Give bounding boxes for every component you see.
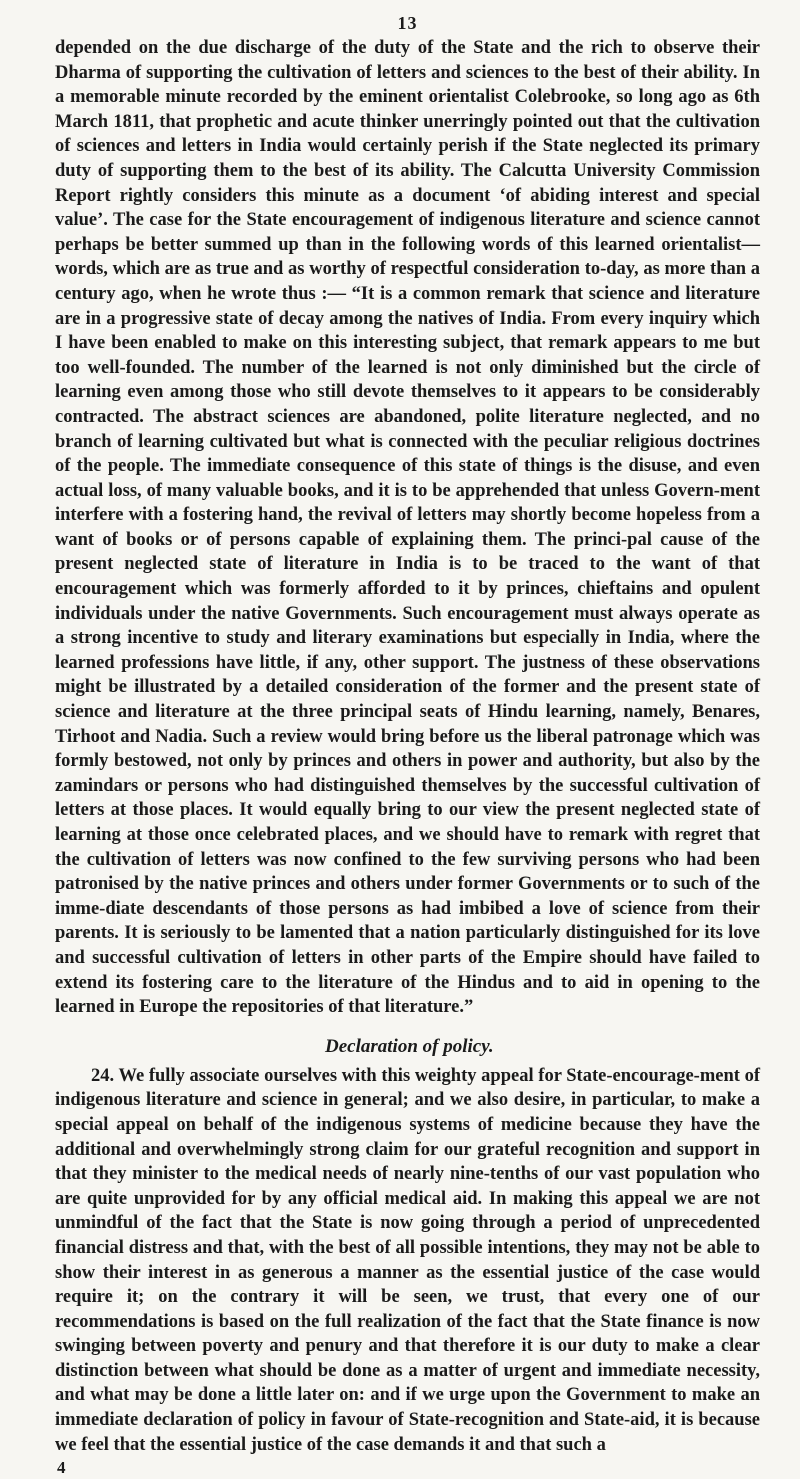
paragraph-colebrooke-minute: depended on the due discharge of the duty of the State and the rich to observe their Dharma of supporting the cultivation of letters and sciences to the best of their ability. In a memorable minute recorded by the eminent orientalist Colebrooke, so long ago as 6th March 1811, that prophetic and acute thinker unerringly pointed out that the cultivation of sciences and letters in India would certainly perish if the State neglected its primary duty of supporting them to the best of its ability. The Calcutta University Commission Report rightly considers this minute as a document ‘of abiding interest and special value’. The case for the State encouragement of indigenous literature and science cannot perhaps be better summed up than in the following words of this learned orientalist—words, which are as true and as worthy of respectful consideration to-day, as more than a century ago, when he wrote thus :— “It is a common remark that science and literature are in a progressive state of decay among the natives of India. From every inquiry which I have been enabled to make on this interesting subject, that remark appears to me but too well-founded. The number of the learned is not only diminished but the circle of learning even among those who still devote themselves to it appears to be considerably contracted. The abstract sciences are abandoned, polite literature neglected, and no branch of learning cultivated but what is connected with the peculiar religious doctrines of the people. The immediate consequence of this state of things is the disuse, and even actual loss, of many valuable books, and it is to be apprehended that unless Govern-ment interfere with a fostering hand, the revival of letters may shortly become hopeless from a want of books or of persons capable of explaining them. The princi-pal cause of the present neglected state of literature in India is to be traced to the want of that encouragement which was formerly afforded to it by princes, chieftains and opulent individuals under the native Governments. Such encouragement must always operate as a strong incentive to study and literary examinations but especially in India, where the learned professions have little, if any, other support. The justness of these observations might be illustrated by a detailed consideration of the former and the present state of science and literature at the three principal seats of Hindu learning, namely, Benares, Tirhoot and Nadia. Such a review would bring before us the liberal patronage which was formly bestowed, not only by princes and others in power and authority, but also by the zamindars or persons who had distinguished themselves by the successful cultivation of letters at those places. It would equally bring to our view the present neglected state of learning at those once celebrated places, and we should have to remark with regret that the cultivation of letters was now confined to the few surviving persons who had been patronised by the native princes and others under former Governments or to such of the imme-diate descendants of those persons as had imbibed a love of science from their parents. It is seriously to be lamented that a nation particularly distinguished for its love and successful cultivation of letters in other parts of the Empire should have failed to extend its fostering care to the literature of the Hindus and to aid in opening to the learned in Europe the repositories of that literature.” (55, 38, 760, 1018)
paragraph-24-declaration: 24. We fully associate ourselves with this weighty appeal for State-encourage-ment of indigenous literature and science in general; and we also desire, in particular, to make a special appeal on behalf of the indigenous systems of medicine because they have the additional and overwhelmingly strong claim for our grateful recognition and support in that they minister to the medical needs of nearly nine-tenths of our vast population who are quite unprovided for by any official medical aid. In making this appeal we are not unmindful of the fact that the State is now going through a period of unprecedented financial distress and that, with the best of all possible intentions, they may not be able to show their interest in as generous a manner as the essential justice of the case would require it; on the contrary it will be seen, we trust, that every one of our recommendations is based on the full realization of the fact that the State finance is now swinging between poverty and penury and that therefore it is our duty to make a clear distinction between what should be done as a matter of urgent and immediate necessity, and what may be done a little later on: and if we urge upon the Government to make an immediate declaration of policy in favour of State-recognition and State-aid, it is because we feel that the essential justice of the case demands it and that such a (55, 1065, 760, 1455)
page-number: 13 (397, 13, 418, 33)
section-heading: Declaration of policy. (325, 1035, 494, 1057)
footer-number: 4 (57, 1458, 66, 1478)
